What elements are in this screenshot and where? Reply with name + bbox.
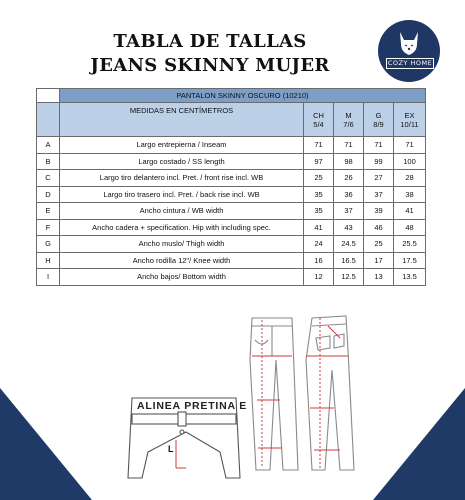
row-value: 27 xyxy=(364,170,394,187)
row-value: 38 xyxy=(394,186,426,203)
row-value: 35 xyxy=(304,203,334,220)
size-code: EX xyxy=(404,110,415,120)
row-value: 71 xyxy=(394,137,426,154)
title-line-2: JEANS SKINNY MUJER xyxy=(90,55,330,76)
row-value: 12 xyxy=(304,269,334,286)
row-value: 17.5 xyxy=(394,252,426,269)
row-label: Ancho cintura / WB width xyxy=(60,203,304,220)
row-value: 48 xyxy=(394,219,426,236)
jeans-back-sketch xyxy=(306,316,354,470)
row-value: 71 xyxy=(364,137,394,154)
row-value: 24.5 xyxy=(334,236,364,253)
measure-header: MEDIDAS EN CENTÍMETROS xyxy=(60,103,304,137)
row-value: 100 xyxy=(394,153,426,170)
row-value: 43 xyxy=(334,219,364,236)
size-num: 5/4 xyxy=(313,119,324,129)
title-line-1: TABLA DE TALLAS xyxy=(113,31,307,52)
logo-text: COZY HOME xyxy=(387,59,433,67)
size-code: CH xyxy=(313,110,324,120)
waistband-measure xyxy=(176,440,186,468)
row-label: Largo tiro delantero incl. Pret. / front rise incl. WB xyxy=(60,170,304,187)
row-label: Largo costado / SS length xyxy=(60,153,304,170)
row-letter: H xyxy=(37,252,60,269)
row-value: 46 xyxy=(364,219,394,236)
row-label: Ancho bajos/ Bottom width xyxy=(60,269,304,286)
waistband-text: ALINEA PRETINA xyxy=(137,400,236,412)
row-letter: D xyxy=(37,186,60,203)
row-letter: I xyxy=(37,269,60,286)
row-value: 25.5 xyxy=(394,236,426,253)
row-value: 13 xyxy=(364,269,394,286)
row-value: 12.5 xyxy=(334,269,364,286)
row-value: 98 xyxy=(334,153,364,170)
row-letter: E xyxy=(37,203,60,220)
row-value: 28 xyxy=(394,170,426,187)
row-letter: C xyxy=(37,170,60,187)
row-value: 37 xyxy=(334,203,364,220)
product-name: PANTALON SKINNY OSCURO (10210) xyxy=(60,89,426,103)
row-value: 71 xyxy=(334,137,364,154)
size-num: 8/9 xyxy=(373,119,384,129)
row-value: 25 xyxy=(364,236,394,253)
inseam-letter: L xyxy=(168,444,174,454)
row-letter: B xyxy=(37,153,60,170)
row-letter: G xyxy=(37,236,60,253)
row-value: 35 xyxy=(304,186,334,203)
row-value: 26 xyxy=(334,170,364,187)
row-value: 16.5 xyxy=(334,252,364,269)
row-value: 13.5 xyxy=(394,269,426,286)
size-code: M xyxy=(345,110,352,120)
size-num: 10/11 xyxy=(400,119,419,129)
waistband-label xyxy=(137,400,247,412)
row-value: 39 xyxy=(364,203,394,220)
row-value: 99 xyxy=(364,153,394,170)
row-value: 71 xyxy=(304,137,334,154)
size-code: G xyxy=(375,110,382,120)
row-label: Ancho cadera + specification. Hip with including spec. xyxy=(60,219,304,236)
row-value: 25 xyxy=(304,170,334,187)
row-letter: F xyxy=(37,219,60,236)
row-value: 41 xyxy=(304,219,334,236)
row-value: 16 xyxy=(304,252,334,269)
row-value: 36 xyxy=(334,186,364,203)
row-letter: A xyxy=(37,137,60,154)
jeans-front-sketch xyxy=(250,318,298,470)
row-value: 97 xyxy=(304,153,334,170)
row-label: Ancho muslo/ Thigh width xyxy=(60,236,304,253)
row-label: Ancho rodilla 12"/ Knee width xyxy=(60,252,304,269)
row-value: 37 xyxy=(364,186,394,203)
row-value: 41 xyxy=(394,203,426,220)
row-label: Largo tiro trasero incl. Pret. / back rise incl. WB xyxy=(60,186,304,203)
row-label: Largo entrepierna / Inseam xyxy=(60,137,304,154)
waistband-letter: E xyxy=(239,400,248,412)
size-num: 7/6 xyxy=(343,119,354,129)
row-value: 24 xyxy=(304,236,334,253)
row-value: 17 xyxy=(364,252,394,269)
